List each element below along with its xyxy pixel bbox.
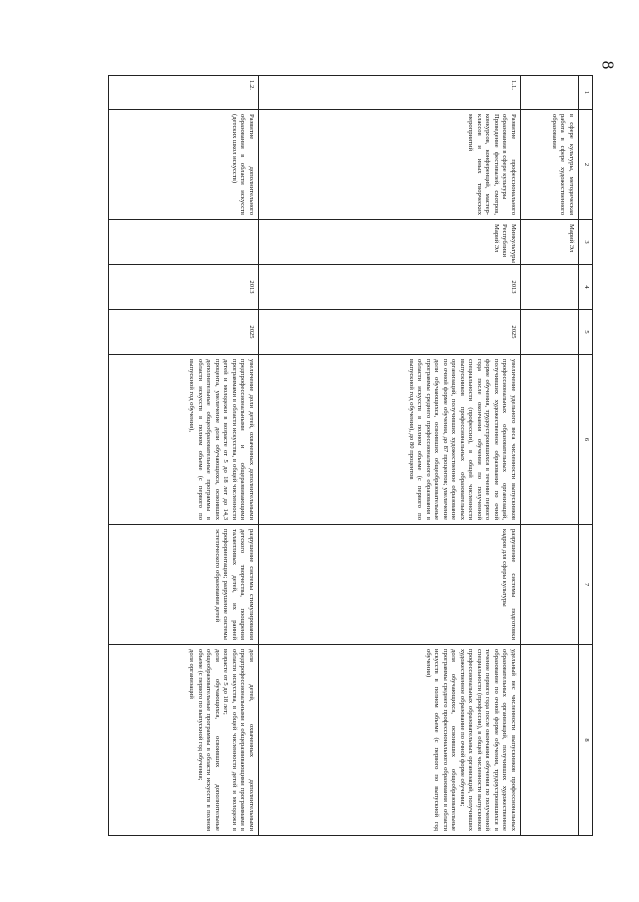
table-cell [521,355,579,525]
executor-cell [109,220,259,265]
result-cell: увеличение доли детей, охваченных дополнительными предпрофессиональными и общеразвивающими программами в области искусства, в общей численности детей и молодежи в возрасте от 5 до 18 лет до 14,3 процента, увеличение доли обучающихся, освоивших дополнительные общеобразовательные программы в области искусств в полном объеме (с первого по выпускной год обучения), [109,355,259,525]
indicator-text: доля организаций [188,649,196,699]
risk-cell: разрушение системы стимулирования детского творчества, поощрения талантливых детей, их ранней профориентации; разрушение системы эстетического образования детей [109,525,259,645]
table-cell [521,525,579,645]
table-cell [521,76,579,110]
header-cell: 8 [579,645,593,836]
measure-text: Развитие профессионального образования в сфере культуры [501,114,517,215]
indicator-text: доля обучающихся, освоивших общеобразовательные программы среднего профессионального образования в области искусств в полном объеме (с первого по выпускной год обучения) [425,649,458,831]
plan-table [108,75,593,836]
table-cell [521,310,579,355]
table-row [259,76,521,836]
intro-executor: Марий Эл [521,220,579,265]
result-cell: увеличение удельного веса численности выпускников профессиональных образовательных организаций, получивших художественное образование по очной форме обучения, трудоустроившихся в течение первого года после окончания обучения по полученной специальности (профессии), в общей численности выпускников профессиональных образовательных организаций, получивших художественное образование по очной форме обучения, до 87 процентов; увеличение доли обучающихся, освоивших общеобразовательные программы среднего профессионального образования в области искусств в полном объеме (с первого по выпускной год обучения), до 80 процентов [259,355,521,525]
measure-cell [109,110,259,220]
indicator-cell [109,645,259,836]
risk-cell: разрушение системы подготовки кадров для сферы культуры [259,525,521,645]
measure-cell [259,110,521,220]
end-year: 2025 [109,310,259,355]
intro-text: в сфере культуры, методическая работа в сфере художественного образования [521,110,579,220]
page-number: 8 [597,60,617,70]
header-cell: 2 [579,110,593,220]
table-cell [521,645,579,836]
start-year: 2013 [109,265,259,310]
row-number: 1.1. [259,76,521,110]
table-cell [521,265,579,310]
executor-cell: Минкультуры Республики Марий Эл [259,220,521,265]
rotated-table-page [108,75,593,835]
header-cell: 3 [579,220,593,265]
header-cell: 1 [579,76,593,110]
indicator-text: удельный вес численности выпускников профессиональных образовательных организаций, получивших художественное образование по очной форме обучения, трудоустроившихся в течение первого года после окончания обучения по полученной специальности (профессии), в общей численности выпускников профессиональных образовательных организаций, получивших художественное образование по очной форме обучения; [459,649,517,831]
header-cell: 6 [579,355,593,525]
indicator-text: доля обучающихся, освоивших дополнительные общеобразовательные программы в области искусств в полном объеме (с первого по выпускной год обучения; [197,649,221,831]
start-year: 2013 [259,265,521,310]
row-number: 1.2. [109,76,259,110]
indicator-text: доля детей, охваченных дополнительными предпрофессиональными и общеразвивающими программами в области искусства, в общей численности детей и молодежи в возрасте от 5 до 18 лет; [222,649,255,831]
header-row [579,76,593,836]
indicator-cell [259,645,521,836]
measure-text: Развитие дополнительного образования в области искусств (детских школ искусств) [231,114,255,215]
end-year: 2025 [259,310,521,355]
header-cell: 4 [579,265,593,310]
header-cell: 5 [579,310,593,355]
table-row-intro [521,76,579,836]
measure-text: Проведение фестивалей, смотров, конкурсов, конференций, мастер-классов и иных творческих мероприятий [467,114,500,215]
table-row [109,76,259,836]
header-cell: 7 [579,525,593,645]
